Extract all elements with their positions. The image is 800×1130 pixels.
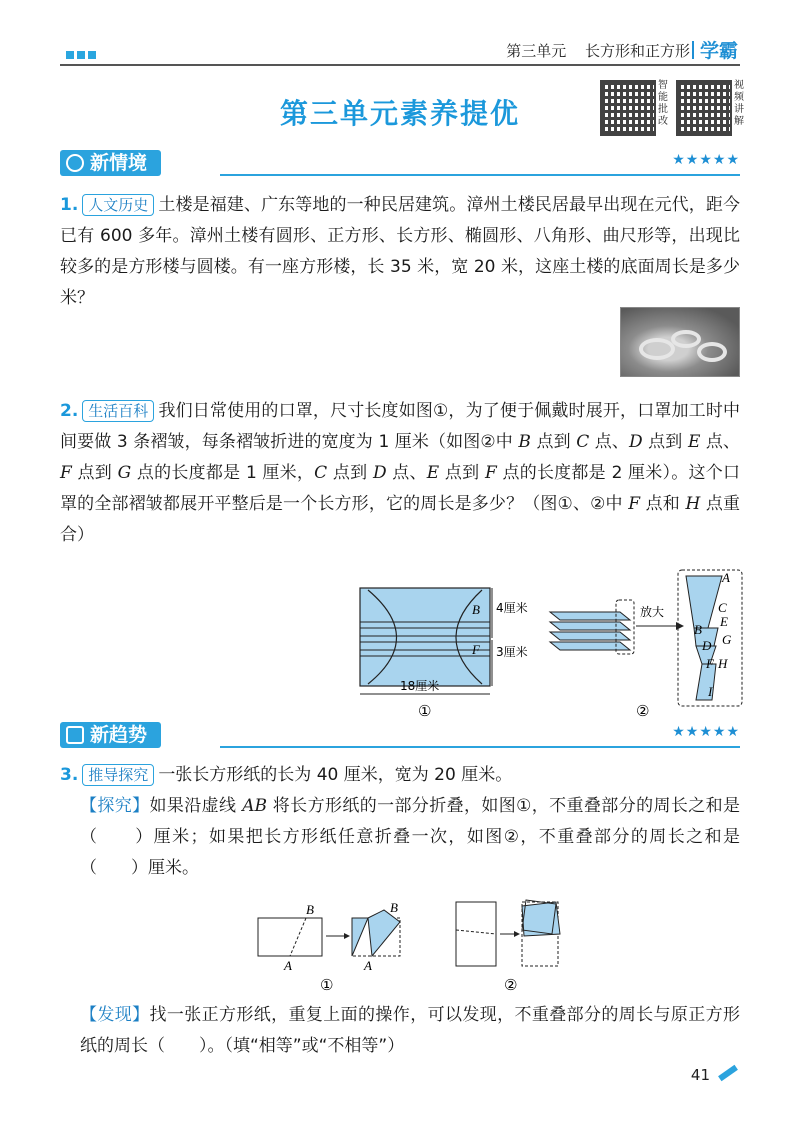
section-title: 新趋势 — [90, 724, 148, 746]
point-label-D: D — [702, 638, 712, 653]
fig-label-2: ② — [636, 702, 650, 718]
paper-rect — [258, 918, 322, 956]
point-label-B: B — [472, 602, 480, 617]
tulou-photo — [620, 307, 740, 377]
text: 我们日常使用的口罩，尺寸长度如图①，为了便于佩戴时展开，口罩加工时中间要做 3 条褶皱，每条褶皱折进的宽度为 1 厘米（如图②中 — [60, 401, 740, 452]
var: F — [628, 494, 641, 514]
difficulty-stars: ★★★★★ — [672, 152, 740, 168]
point-label-B2: B — [390, 900, 398, 915]
page-number: 41 — [690, 1066, 710, 1084]
dim-4cm: 4厘米 — [496, 601, 528, 615]
arrow-head — [676, 622, 684, 630]
brand-logo: 学霸 — [692, 36, 738, 63]
discover-text: 找一张正方形纸，重复上面的操作，可以发现，不重叠部分的周长与原正方形纸的周长（ ）。（填“相等”或“不相等”） — [80, 1005, 741, 1056]
dim-18cm: 18厘米 — [400, 679, 440, 693]
enlarge-label: 放大 — [640, 605, 665, 619]
point-label-E: E — [720, 614, 728, 629]
text: 将长方形纸的一部分折叠，如图①，不重叠部分的周长之和是（ ）厘米；如果把长方形纸任意折叠一次，如图②，不重叠部分的周长之和是（ ）厘米。 — [80, 796, 740, 878]
fold-figure — [250, 898, 580, 998]
explore-part — [60, 791, 740, 884]
text: 点和 — [640, 494, 686, 514]
section-rule — [220, 746, 740, 748]
qr-label-grading: 智能批改 — [658, 80, 668, 127]
text: 点重合） — [60, 494, 740, 545]
section-tab — [60, 150, 161, 176]
var: E — [687, 432, 701, 452]
paper-rect-2 — [456, 902, 496, 966]
question-tag: 生活百科 — [82, 400, 154, 422]
text: 点到 — [327, 463, 373, 483]
folded-mask-layer — [550, 642, 630, 650]
folded-mask-layer — [550, 632, 630, 640]
header-topic: 长方形和正方形 — [584, 42, 690, 60]
folded-mask-layer — [550, 622, 630, 630]
point-label-I: I — [708, 684, 713, 699]
folded-flap — [368, 910, 400, 956]
explore-tag: 【探究】 — [80, 796, 150, 816]
zoom-strip — [686, 576, 722, 628]
discover-part — [60, 1000, 740, 1062]
point-label-B: B — [306, 902, 314, 917]
point-label-B2: B — [694, 622, 702, 637]
section-new-context — [60, 150, 740, 176]
point-label-A2: A — [364, 958, 372, 973]
question-text: 土楼是福建、广东等地的一种民居建筑。漳州土楼民居最早出现在元代，距今已有 600 多年。漳州土楼有圆形、正方形、长方形、椭圆形、八角形、曲尺形等，出现比较多的是方形楼与圆楼。有一座方形楼，长 35 米，宽 20 米，这座土楼的底面周长是多少米？ — [60, 195, 740, 308]
var: E — [426, 463, 440, 483]
fig-label-1: ① — [418, 702, 432, 718]
var: H — [685, 494, 701, 514]
question-number: 2. — [60, 401, 79, 421]
section-rule — [220, 174, 740, 176]
var: F — [485, 463, 497, 483]
var: AB — [242, 796, 268, 816]
text: 点的长度都是 2 厘米）。这个口罩的全部褶皱都展开平整后是一个长方形，它的周长是多少？（图①、②中 — [60, 463, 741, 514]
question-2 — [60, 396, 740, 551]
question-tag: 推导探究 — [82, 764, 154, 786]
question-1 — [60, 190, 740, 314]
pencil-icon — [718, 1065, 738, 1081]
photo-ring — [639, 338, 675, 360]
question-tag: 人文历史 — [82, 194, 154, 216]
header-rule — [60, 64, 740, 66]
section-new-trend — [60, 722, 740, 748]
point-label-G: G — [722, 632, 732, 647]
photo-ring — [697, 342, 727, 362]
text: 点到 — [71, 463, 118, 483]
point-label-F: F — [472, 642, 480, 657]
arrow-head — [344, 933, 350, 939]
var: D — [629, 432, 643, 452]
arrow-icon — [66, 726, 84, 744]
text: 点、 — [700, 432, 741, 452]
qr-label-video: 视频讲解 — [734, 80, 744, 127]
folded-part — [352, 918, 368, 956]
qr-code-video[interactable] — [676, 80, 732, 136]
gear-icon — [66, 154, 84, 172]
qr-code-grading[interactable] — [600, 80, 656, 136]
text: 点、 — [589, 432, 630, 452]
var: D — [372, 463, 387, 483]
text: 点的长度都是 1 厘米， — [131, 463, 315, 483]
var: B — [518, 432, 531, 452]
folded-mask-layer — [550, 612, 630, 620]
fold-dash-line — [290, 918, 306, 956]
text: 点到 — [530, 432, 577, 452]
section-title: 新情境 — [90, 152, 148, 174]
header-unit: 第三单元 — [506, 42, 567, 60]
page-title: 第三单元素养提优 — [279, 97, 520, 130]
running-header — [506, 40, 690, 61]
question-stem — [60, 760, 740, 791]
point-label-A: A — [722, 570, 730, 585]
dim-3cm: 3厘米 — [496, 645, 528, 659]
arrow-head — [514, 931, 520, 937]
point-label-C: C — [718, 600, 727, 615]
point-label-A: A — [284, 958, 292, 973]
question-3 — [60, 760, 740, 884]
text: 点到 — [642, 432, 688, 452]
var: G — [117, 463, 132, 483]
point-label-F2: F — [706, 656, 714, 671]
question-number: 3. — [60, 765, 79, 785]
point-label-H: H — [718, 656, 728, 671]
header-decoration — [66, 44, 106, 56]
photo-ring — [671, 330, 701, 348]
question-text: 一张长方形纸的长为 40 厘米，宽为 20 厘米。 — [158, 765, 513, 785]
var: C — [314, 463, 328, 483]
var: C — [576, 432, 590, 452]
section-tab — [60, 722, 161, 748]
fig-label-2: ② — [504, 976, 518, 994]
difficulty-stars: ★★★★★ — [672, 724, 740, 740]
fold-dash-line-2 — [456, 930, 496, 934]
fig-label-1: ① — [320, 976, 334, 994]
discover-tag: 【发现】 — [80, 1005, 150, 1025]
text: 点到 — [439, 463, 485, 483]
mask-figure — [350, 568, 750, 718]
text: 如果沿虚线 — [149, 796, 243, 816]
var: F — [60, 463, 72, 483]
question-number: 1. — [60, 195, 79, 215]
text: 点、 — [386, 463, 427, 483]
